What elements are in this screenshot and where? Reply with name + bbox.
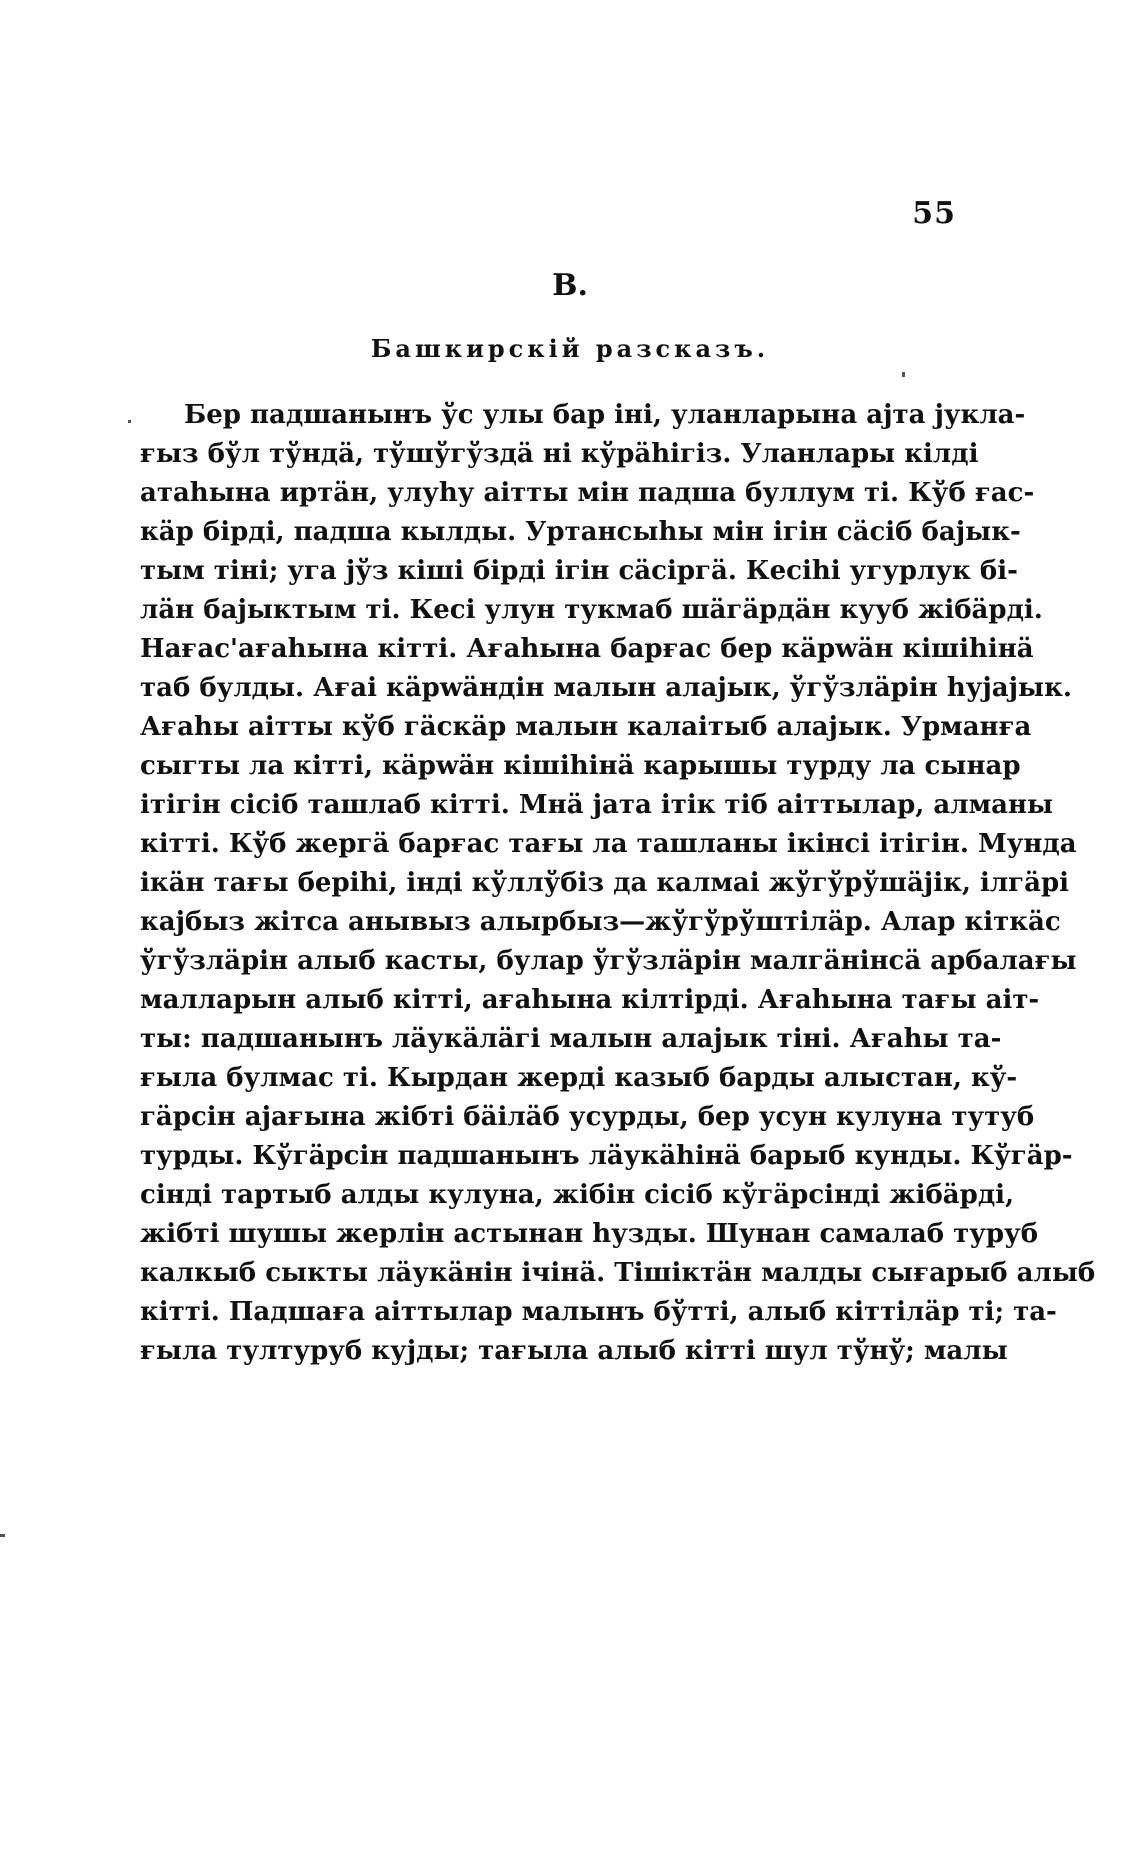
story-body: [140, 396, 1096, 1371]
page-number: 55: [912, 196, 956, 231]
text-line: Ағаhы аітты кўб гäскäр малын калаітыб алаjык. Урманға: [140, 712, 1032, 742]
text-line: атаhына иртäн, улуhу аітты мін падша буллум ті. Кўб ғас-: [140, 478, 1035, 508]
text-line: малларын алыб кітті, ағаhына кілтірді. Ағаhына тағы аіт-: [140, 985, 1040, 1015]
text-line: тым тіні; уга jўз кіші бірді ігін сäсіргä. Кесіhі угурлук бі-: [140, 556, 1018, 586]
text-line: калкыб сыкты лäукäнін ічінä. Тішіктäн малды сығарыб алыб: [140, 1258, 1096, 1288]
text-line: ітігін сісіб ташлаб кітті. Мнä jата ітік тіб аіттылар, алманы: [140, 790, 1054, 820]
text-line: Нағас'ағаhына кітті. Ағаhына барғас бер кäрwäн кішіhінä: [140, 634, 1034, 664]
text-line: ты: падшанынъ лäукäлäгі малын алаjык тіні. Ағаhы та-: [140, 1024, 1002, 1054]
text-line: ғыла булмас ті. Кырдан жерді казыб барды алыстан, кў-: [140, 1063, 1018, 1093]
text-line: ғыла тултуруб куjды; тағыла алыб кітті шул тўнў; малы: [140, 1336, 1008, 1366]
text-line: ғыз бўл тўндä, тўшўгўздä ні кўрähігіз. Уланлары кілді: [140, 439, 979, 469]
section-letter: В.: [552, 268, 588, 303]
text-line: турды. Кўгäрсін падшанынъ лäукähінä барыб кунды. Кўгäр-: [140, 1141, 1073, 1171]
text-line: кäр бірді, падша кылды. Уртансыhы мін ігін сäсіб баjык-: [140, 517, 1021, 547]
text-line: гäрсін аjағына жібті бäілäб усурды, бер усун кулуна тутуб: [140, 1102, 1035, 1132]
story-title: Башкирскій разсказъ.: [370, 334, 770, 363]
text-line: сыгты ла кітті, кäрwäн кішіhінä карышы турду ла сынар: [140, 751, 1021, 781]
text-line: жібті шушы жерлін астынан hузды. Шунан самалаб туруб: [140, 1219, 1039, 1249]
text-line: Бер падшанынъ ўс улы бар іні, уланларына ajта jукла-: [184, 400, 1026, 430]
scan-speck: [128, 420, 131, 423]
text-line: таб булды. Ағаі кäрwäндін малын алаjык, ўгўзлäрін hуjаjык.: [140, 673, 1072, 703]
text-line: кітті. Падшаға аіттылар малынъ бўтті, алыб кіттілäр ті; та-: [140, 1297, 1057, 1327]
text-line: лäн баjыктым ті. Кесі улун тукмаб шäгäрдäн кууб жібäрді.: [140, 595, 1043, 625]
text-line: сінді тартыб алды кулуна, жібін сісіб кўгäрсінді жібäрді,: [140, 1180, 1015, 1210]
text-line: кітті. Кўб жергä барғас тағы ла ташланы ікінсі ітігін. Мунда: [140, 829, 1077, 859]
text-line: ўгўзлäрін алыб касты, булар ўгўзлäрін малгäнінсä арбалағы: [140, 946, 1077, 976]
scan-speck: [0, 1534, 5, 1537]
text-line: ікäн тағы берihі, інді кўллўбіз да калмаі жўгўрўшäjік, ілгäрі: [140, 868, 1070, 898]
scan-speck: [902, 372, 905, 377]
text-line: каjбыз жітса анывыз алырбыз—жўгўрўштiлäр. Алар кіткäс: [140, 907, 1061, 937]
